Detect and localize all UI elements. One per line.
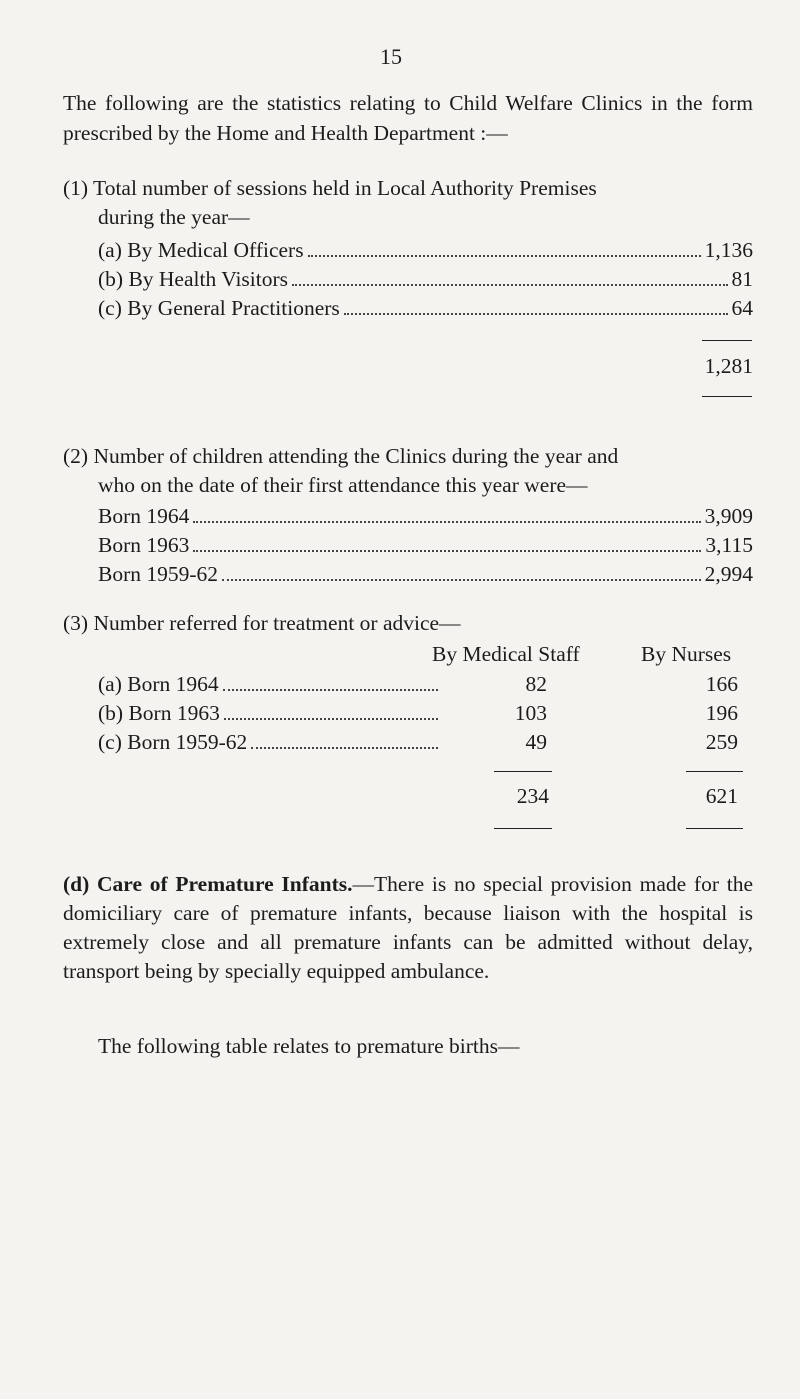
leader-dots bbox=[193, 550, 701, 552]
page-number: 15 bbox=[380, 44, 402, 69]
row-value: 1,136 bbox=[704, 238, 753, 262]
medical-value: 82 bbox=[525, 672, 547, 696]
leader-dots bbox=[193, 521, 700, 523]
medical-total: 234 bbox=[516, 784, 549, 808]
section2-row bbox=[98, 502, 753, 530]
total-rule bbox=[494, 828, 552, 829]
total-rule bbox=[702, 396, 752, 397]
section3-row bbox=[98, 670, 438, 698]
section2-heading-cont: who on the date of their first attendance this year were— bbox=[98, 473, 588, 497]
section1-heading: (1) Total number of sessions held in Local Authority Premises bbox=[63, 176, 597, 200]
row-label: Born 1963 bbox=[98, 533, 190, 557]
nurses-value: 196 bbox=[705, 701, 738, 725]
row-value: 3,909 bbox=[704, 504, 753, 528]
row-label: Born 1959-62 bbox=[98, 562, 219, 586]
leader-dots bbox=[224, 718, 438, 720]
row-label: (c) Born 1959-62 bbox=[98, 730, 248, 754]
section3-row bbox=[98, 728, 438, 756]
section1-row bbox=[98, 294, 753, 322]
section3-heading: (3) Number referred for treatment or advice— bbox=[63, 611, 461, 635]
subtotal-rule bbox=[702, 340, 752, 341]
nurses-value: 259 bbox=[705, 730, 738, 754]
row-label: (a) By Medical Officers bbox=[98, 238, 304, 262]
row-label: (a) Born 1964 bbox=[98, 672, 219, 696]
leader-dots bbox=[344, 313, 728, 315]
section1-row bbox=[98, 265, 753, 293]
section1-heading-cont: during the year— bbox=[98, 205, 250, 229]
nurses-value: 166 bbox=[705, 672, 738, 696]
row-label: (b) By Health Visitors bbox=[98, 267, 289, 291]
column-header-nurses: By Nurses bbox=[641, 642, 732, 666]
medical-value: 49 bbox=[525, 730, 547, 754]
row-label: (c) By General Practitioners bbox=[98, 296, 340, 320]
column-header-medical: By Medical Staff bbox=[432, 642, 580, 666]
medical-value: 103 bbox=[514, 701, 547, 725]
section2-heading: (2) Number of children attending the Clinics during the year and bbox=[63, 444, 619, 468]
leader-dots bbox=[292, 284, 727, 286]
leader-dots bbox=[251, 747, 438, 749]
row-value: 3,115 bbox=[705, 533, 753, 557]
row-value: 81 bbox=[731, 267, 753, 291]
leader-dots bbox=[222, 579, 701, 581]
section2-row bbox=[98, 560, 753, 588]
section1-row bbox=[98, 236, 753, 264]
section2-row bbox=[98, 531, 753, 559]
subtotal-rule bbox=[494, 771, 552, 772]
intro-paragraph: The following are the statistics relating to Child Welfare Clinics in the form prescribed by the Home and Health Department :— bbox=[63, 91, 753, 145]
section-d-text: —There is no special provision made for the domiciliary care of premature infants, because liaison with the hospital is extremely close and all premature infants can be admitted without delay, transport being by specially equipped ambulance. bbox=[63, 872, 753, 983]
section-d-title: (d) Care of Premature Infants. bbox=[63, 872, 353, 896]
nurses-total: 621 bbox=[705, 784, 738, 808]
leader-dots bbox=[308, 255, 701, 257]
premature-infants-paragraph bbox=[63, 870, 753, 986]
row-label: (b) Born 1963 bbox=[98, 701, 220, 725]
row-label: Born 1964 bbox=[98, 504, 190, 528]
total-rule bbox=[686, 828, 743, 829]
subtotal-rule bbox=[686, 771, 743, 772]
closing-line: The following table relates to premature births— bbox=[98, 1034, 520, 1058]
section1-total: 1,281 bbox=[704, 354, 753, 378]
section3-row bbox=[98, 699, 438, 727]
leader-dots bbox=[223, 689, 438, 691]
row-value: 2,994 bbox=[704, 562, 753, 586]
row-value: 64 bbox=[731, 296, 753, 320]
